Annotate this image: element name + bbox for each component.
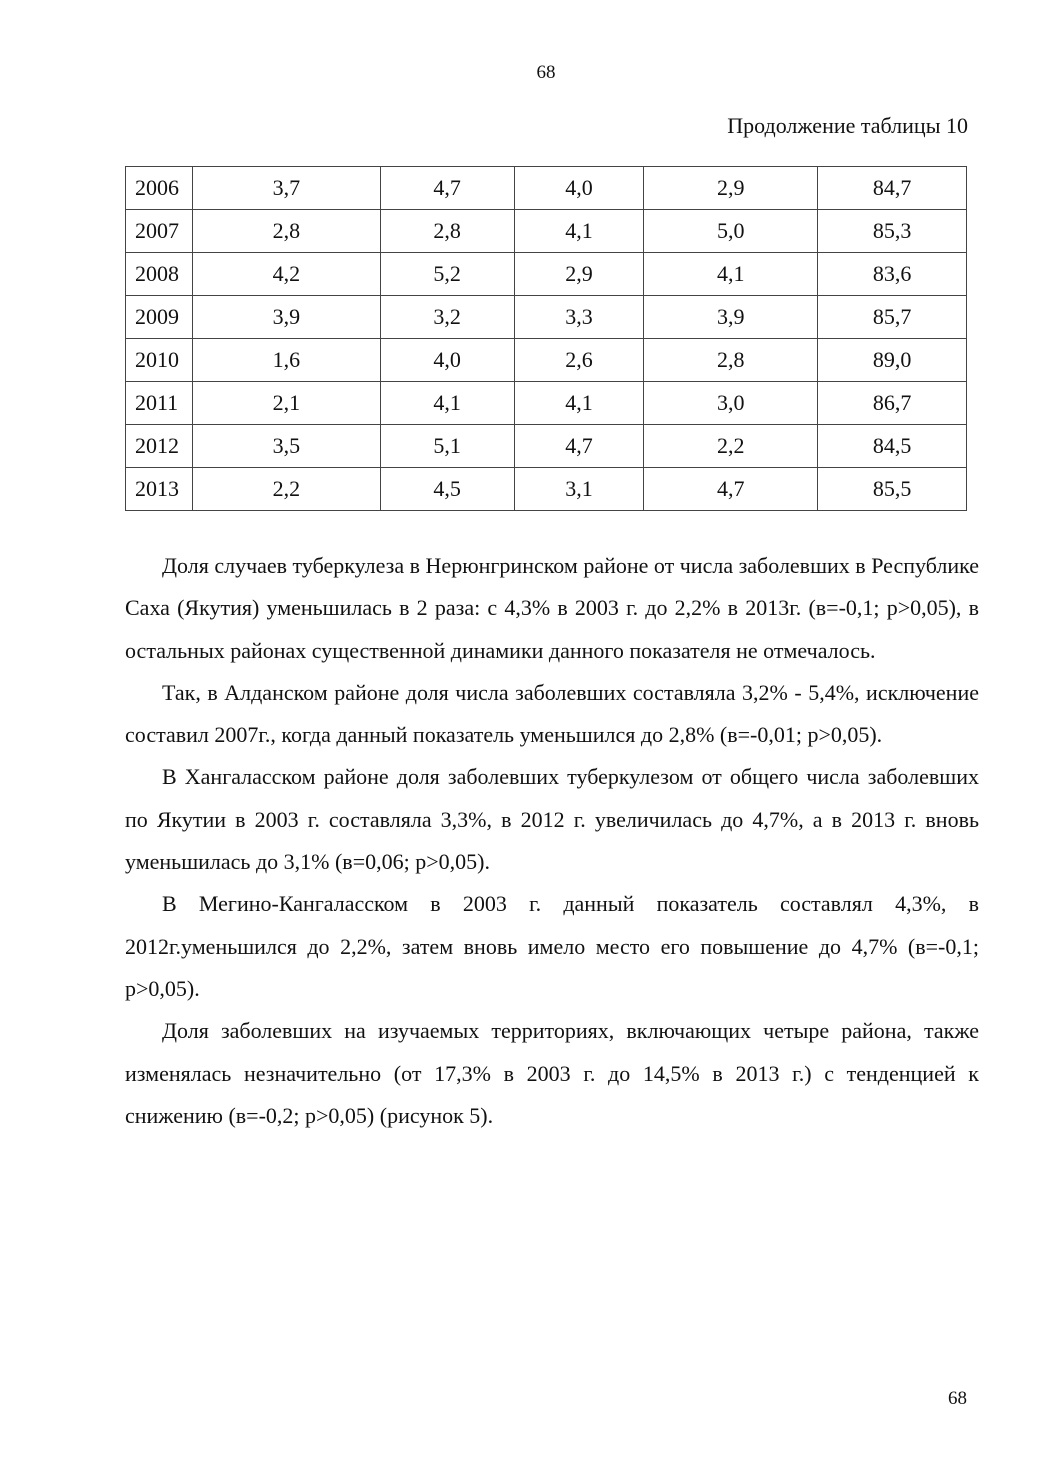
value-cell: 3,5 — [192, 425, 380, 468]
value-cell: 5,0 — [644, 210, 818, 253]
table-row — [126, 210, 967, 253]
paragraph-1: Доля случаев туберкулеза в Нерюнгринском районе от числа заболевших в Республике Саха (Якутия) уменьшилась в 2 раза: с 4,3% в 2003 г. до 2,2% в 2013г. (в=-0,1; р>0,05), в остальных районах существенной динамики данного показателя не отмечалось. — [125, 553, 979, 663]
table-row — [126, 339, 967, 382]
paragraph-5: Доля заболевших на изучаемых территориях, включающих четыре района, также изменялась незначительно (от 17,3% в 2003 г. до 14,5% в 2013 г.) с тенденцией к снижению (в=-0,2; р>0,05) (рисунок 5). — [125, 1018, 979, 1128]
value-cell: 3,3 — [514, 296, 644, 339]
year-cell: 2006 — [126, 167, 193, 210]
table-row — [126, 167, 967, 210]
value-cell: 4,7 — [514, 425, 644, 468]
table-row — [126, 296, 967, 339]
table-row — [126, 253, 967, 296]
page-number-bottom: 68 — [948, 1388, 967, 1409]
value-cell: 4,7 — [644, 468, 818, 511]
value-cell: 86,7 — [818, 382, 967, 425]
value-cell: 5,1 — [380, 425, 514, 468]
table-row — [126, 468, 967, 511]
value-cell: 84,7 — [818, 167, 967, 210]
value-cell: 2,2 — [644, 425, 818, 468]
value-cell: 3,2 — [380, 296, 514, 339]
value-cell: 3,0 — [644, 382, 818, 425]
paragraph-3: В Хангаласском районе доля заболевших туберкулезом от общего числа заболевших по Якутии в 2003 г. составляла 3,3%, в 2012 г. увеличилась до 4,7%, а в 2013 г. вновь уменьшилась до 3,1% (в=0,06; р>0,05). — [125, 764, 979, 875]
value-cell: 4,1 — [514, 382, 644, 425]
value-cell: 1,6 — [192, 339, 380, 382]
value-cell: 83,6 — [818, 253, 967, 296]
year-cell: 2010 — [126, 339, 193, 382]
table-body — [126, 167, 967, 511]
paragraph-2: Так, в Алданском районе доля числа заболевших составляла 3,2% - 5,4%, исключение составил 2007г., когда данный показатель уменьшился до 2,8% (в=-0,01; р>0,05). — [125, 679, 979, 748]
value-cell: 2,8 — [192, 210, 380, 253]
value-cell: 4,1 — [380, 382, 514, 425]
value-cell: 2,9 — [514, 253, 644, 296]
table-row — [126, 425, 967, 468]
value-cell: 84,5 — [818, 425, 967, 468]
value-cell: 3,9 — [644, 296, 818, 339]
paragraph-4: В Мегино-Кангаласском в 2003 г. данный показатель составлял 4,3%, в 2012г.уменьшился до 2,2%, затем вновь имело место его повышение до 4,7% (в=-0,1; р>0,05). — [125, 891, 979, 1001]
value-cell: 2,2 — [192, 468, 380, 511]
value-cell: 85,7 — [818, 296, 967, 339]
body-text — [125, 545, 979, 1137]
value-cell: 4,0 — [380, 339, 514, 382]
page-number-top: 68 — [536, 62, 556, 83]
year-cell: 2009 — [126, 296, 193, 339]
value-cell: 2,8 — [380, 210, 514, 253]
value-cell: 5,2 — [380, 253, 514, 296]
value-cell: 89,0 — [818, 339, 967, 382]
value-cell: 3,9 — [192, 296, 380, 339]
value-cell: 2,9 — [644, 167, 818, 210]
data-table — [125, 166, 967, 511]
value-cell: 3,7 — [192, 167, 380, 210]
value-cell: 4,1 — [514, 210, 644, 253]
table-caption: Продолжение таблицы 10 — [727, 113, 968, 138]
year-cell: 2008 — [126, 253, 193, 296]
year-cell: 2012 — [126, 425, 193, 468]
value-cell: 2,1 — [192, 382, 380, 425]
value-cell: 85,3 — [818, 210, 967, 253]
value-cell: 85,5 — [818, 468, 967, 511]
value-cell: 2,8 — [644, 339, 818, 382]
year-cell: 2007 — [126, 210, 193, 253]
value-cell: 4,2 — [192, 253, 380, 296]
value-cell: 4,5 — [380, 468, 514, 511]
value-cell: 4,1 — [644, 253, 818, 296]
year-cell: 2013 — [126, 468, 193, 511]
table-row — [126, 382, 967, 425]
value-cell: 3,1 — [514, 468, 644, 511]
value-cell: 4,0 — [514, 167, 644, 210]
year-cell: 2011 — [126, 382, 193, 425]
value-cell: 2,6 — [514, 339, 644, 382]
value-cell: 4,7 — [380, 167, 514, 210]
